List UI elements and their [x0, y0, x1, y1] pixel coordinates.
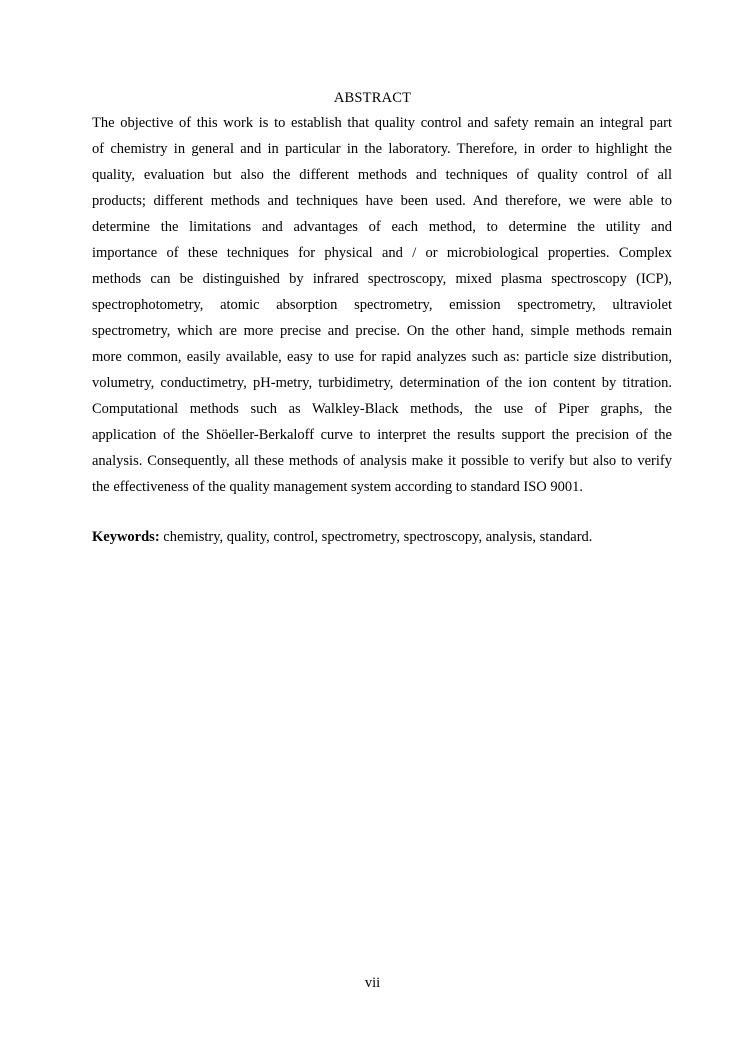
abstract-line: application of the Shöeller-Berkaloff curve to interpret the results support the precision of the — [92, 427, 672, 443]
page-number: vii — [364, 975, 381, 991]
abstract-line: Computational methods such as Walkley-Black methods, the use of Piper graphs, the — [92, 401, 672, 417]
keywords-list: chemistry, quality, control, spectrometry, spectroscopy, analysis, standard. — [159, 529, 593, 545]
abstract-line: analysis. Consequently, all these methods of analysis make it possible to verify but also to verify — [92, 453, 672, 469]
abstract-line: more common, easily available, easy to use for rapid analyzes such as: particle size distribution, — [92, 349, 672, 365]
abstract-line: spectrometry, which are more precise and precise. On the other hand, simple methods remain — [92, 323, 672, 339]
abstract-paragraph — [92, 110, 672, 500]
abstract-heading: ABSTRACT — [333, 90, 412, 106]
keywords-label: Keywords: — [92, 529, 160, 545]
abstract-line: of chemistry in general and in particular in the laboratory. Therefore, in order to highlight the — [92, 141, 672, 157]
abstract-line: The objective of this work is to establish that quality control and safety remain an integral part — [92, 115, 672, 131]
abstract-line: the effectiveness of the quality management system according to standard ISO 9001. — [92, 479, 583, 495]
abstract-line: determine the limitations and advantages of each method, to determine the utility and — [92, 219, 672, 235]
abstract-line: volumetry, conductimetry, pH-metry, turbidimetry, determination of the ion content by titration. — [92, 375, 672, 391]
keywords-line — [92, 526, 672, 548]
abstract-line: importance of these techniques for physical and / or microbiological properties. Complex — [92, 245, 672, 261]
abstract-line: methods can be distinguished by infrared spectroscopy, mixed plasma spectroscopy (ICP), — [92, 271, 672, 287]
abstract-line: spectrophotometry, atomic absorption spectrometry, emission spectrometry, ultraviolet — [92, 297, 672, 313]
abstract-line: products; different methods and techniques have been used. And therefore, we were able to — [92, 193, 672, 209]
abstract-line: quality, evaluation but also the different methods and techniques of quality control of all — [92, 167, 672, 183]
